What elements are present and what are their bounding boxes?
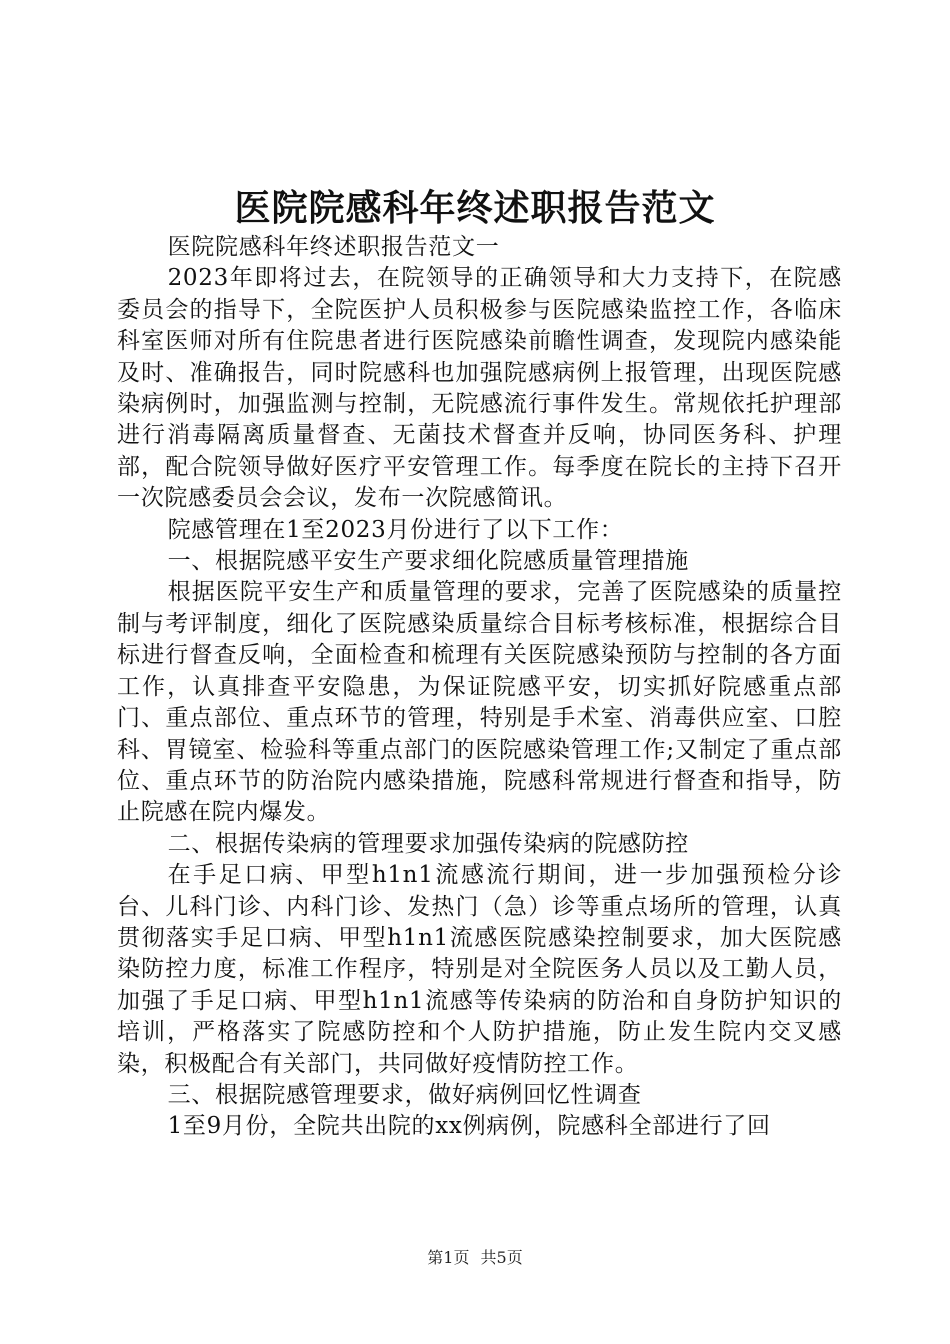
section-heading: 二、根据传染病的管理要求加强传染病的院感防控 bbox=[167, 830, 689, 857]
body-paragraph: 1至9月份，全院共出院的xx例病例，院感科全部进行了回 bbox=[167, 1113, 771, 1140]
body-paragraph: 根据医院平安生产和质量管理的要求，完善了医院感染的质量控制与考评制度，细化了医院感染质量综合目标考核标准，根据综合目标进行督查反响，全面检查和梳理有关医院感染预防与控制的各方面工作，认真排查平安隐患，为保证院感平安，切实抓好院感重点部门、重点部位、重点环节的管理，特别是手术室、消毒供应室、口腔科、胃镜室、检验科等重点部门的医院感染管理工作;又制定了重点部位、重点环节的防治院内感染措施，院感科常规进行督查和指导，防止院感在院内爆发。 bbox=[117, 579, 842, 826]
page-total: 共5页 bbox=[480, 1248, 523, 1267]
body-paragraph: 院感管理在1至2023月份进行了以下工作： bbox=[167, 516, 624, 543]
document-title: 医院院感科年终述职报告范文 bbox=[234, 188, 716, 229]
document-body bbox=[117, 232, 842, 1143]
subtitle-paragraph: 医院院感科年终述职报告范文一 bbox=[167, 234, 500, 260]
page-number: 第1页 bbox=[427, 1248, 470, 1267]
section-heading: 三、根据院感管理要求，做好病例回忆性调查 bbox=[167, 1081, 642, 1108]
body-paragraph: 在手足口病、甲型h1n1流感流行期间，进一步加强预检分诊台、儿科门诊、内科门诊、发热门（急）诊等重点场所的管理，认真贯彻落实手足口病、甲型h1n1流感医院感染控制要求，加大医院感染防控力度，标准工作程序，特别是对全院医务人员以及工勤人员，加强了手足口病、甲型h1n1流感等传染病的防治和自身防护知识的培训，严格落实了院感防控和个人防护措施，防止发生院内交叉感染，积极配合有关部门，共同做好疫情防控工作。 bbox=[117, 862, 842, 1077]
section-heading: 一、根据院感平安生产要求细化院感质量管理措施 bbox=[167, 548, 689, 575]
body-paragraph: 2023年即将过去，在院领导的正确领导和大力支持下，在院感委员会的指导下，全院医护人员积极参与医院感染监控工作，各临床科室医师对所有住院患者进行医院感染前瞻性调查，发现院内感染能及时、准确报告，同时院感科也加强院感病例上报管理，出现医院感染病例时，加强监测与控制，无院感流行事件发生。常规依托护理部进行消毒隔离质量督查、无菌技术督查并反响，协同医务科、护理部，配合院领导做好医疗平安管理工作。每季度在院长的主持下召开一次院感委员会会议，发布一次院感简讯。 bbox=[117, 265, 842, 512]
page-footer bbox=[0, 1246, 950, 1270]
